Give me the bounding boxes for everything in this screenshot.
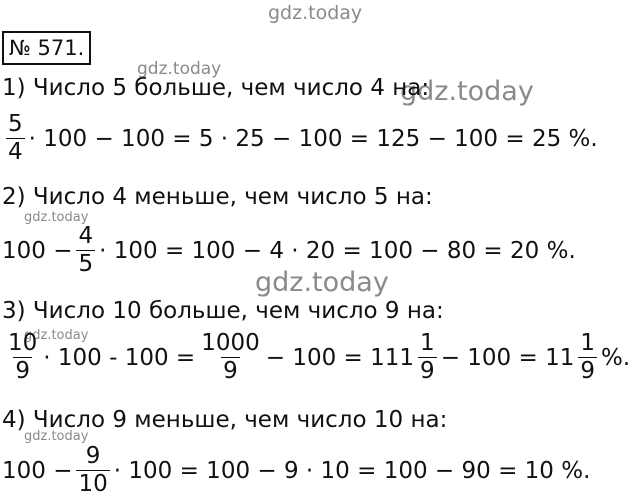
problem-number: № 571. bbox=[2, 31, 91, 65]
fraction bbox=[76, 443, 109, 498]
equation-text: · 100 = 100 − 9 · 10 = 100 − 90 = 10 %. bbox=[113, 457, 591, 484]
item-heading: 2) Число 4 меньше, чем число 5 на: bbox=[2, 184, 433, 210]
fraction bbox=[6, 330, 39, 385]
fraction bbox=[578, 330, 597, 385]
fraction-denominator: 9 bbox=[15, 358, 30, 384]
equation-text: · 100 = 100 − 4 · 20 = 100 − 80 = 20 %. bbox=[99, 237, 576, 264]
equation-text: 100 − bbox=[2, 237, 73, 264]
fraction bbox=[76, 223, 95, 278]
watermark: gdz.today bbox=[137, 59, 222, 79]
fraction-denominator: 9 bbox=[223, 358, 238, 384]
watermark: gdz.today bbox=[268, 2, 363, 24]
item-equation bbox=[2, 223, 576, 278]
item-heading: 1) Число 5 больше, чем число 4 на: bbox=[2, 75, 430, 101]
fraction-denominator: 4 bbox=[8, 139, 23, 165]
fraction-numerator: 9 bbox=[85, 443, 101, 469]
fraction-numerator: 10 bbox=[8, 330, 38, 356]
fraction-denominator: 5 bbox=[78, 251, 94, 277]
fraction-numerator: 5 bbox=[8, 111, 23, 137]
item-equation bbox=[2, 330, 630, 385]
watermark: gdz.today bbox=[24, 429, 89, 444]
fraction-denominator: 9 bbox=[420, 358, 435, 384]
equation-text: · 100 − 100 = 5 · 25 − 100 = 125 − 100 = 25 %. bbox=[28, 125, 598, 152]
equation-text: − 100 = 11 bbox=[440, 344, 575, 371]
fraction-denominator: 10 bbox=[78, 471, 108, 497]
item-equation bbox=[2, 443, 590, 498]
watermark: gdz.today bbox=[24, 210, 89, 225]
item-equation bbox=[2, 111, 598, 166]
equation-text: 100 − bbox=[2, 457, 73, 484]
fraction bbox=[199, 330, 262, 385]
fraction-numerator: 4 bbox=[78, 223, 94, 249]
watermark: gdz.today bbox=[400, 76, 534, 107]
equation-text: − 100 = 111 bbox=[265, 344, 415, 371]
equation-text: %. bbox=[600, 344, 630, 371]
item-heading: 4) Число 9 меньше, чем число 10 на: bbox=[2, 407, 448, 433]
fraction-numerator: 1 bbox=[580, 330, 595, 356]
watermark: gdz.today bbox=[255, 267, 389, 298]
fraction-numerator: 1 bbox=[420, 330, 435, 356]
item-heading: 3) Число 10 больше, чем число 9 на: bbox=[2, 298, 444, 324]
fraction bbox=[6, 111, 25, 166]
equation-text: · 100 - 100 = bbox=[43, 344, 196, 371]
fraction bbox=[418, 330, 437, 385]
watermark: gdz.today bbox=[24, 328, 89, 343]
fraction-numerator: 1000 bbox=[201, 330, 260, 356]
fraction-denominator: 9 bbox=[580, 358, 595, 384]
